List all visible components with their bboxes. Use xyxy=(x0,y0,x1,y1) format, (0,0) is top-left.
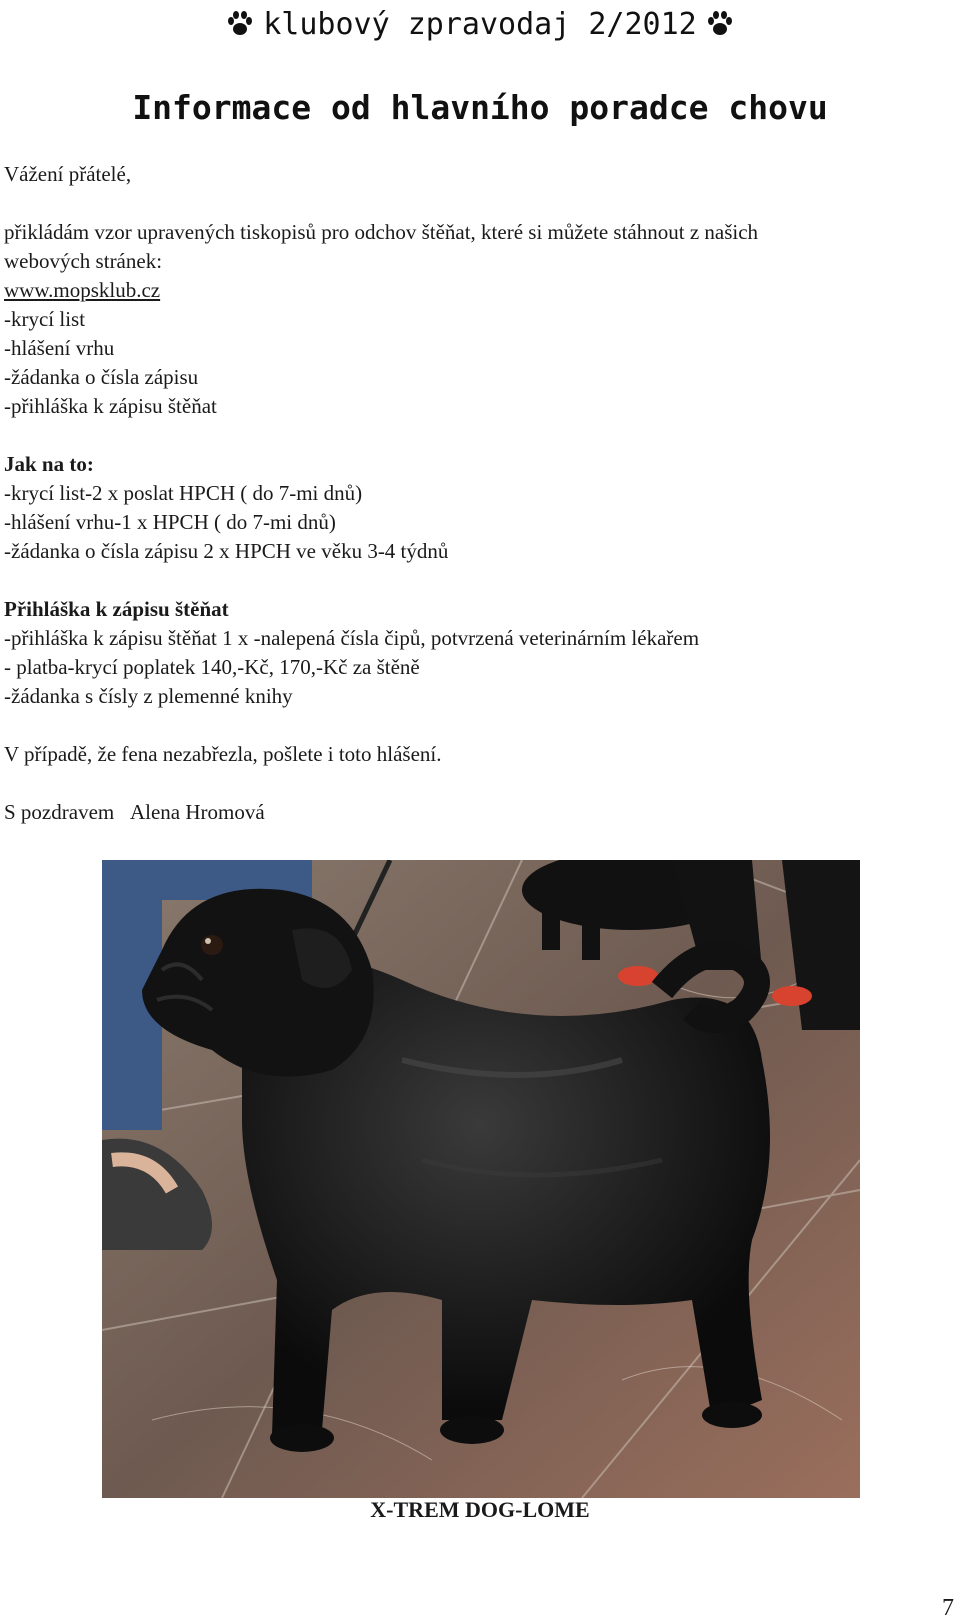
intro-line: přikládám vzor upravených tiskopisů pro odchov štěňat, které si můžete stáhnout z našich xyxy=(4,220,759,244)
paw-icon xyxy=(225,9,255,39)
list-item: -žádanka s čísly z plemenné knihy xyxy=(4,684,293,708)
registration-heading: Přihláška k zápisu štěňat xyxy=(4,597,229,621)
website-link[interactable]: www.mopsklub.cz xyxy=(4,278,161,302)
list-item: - platba-krycí poplatek 140,-Kč, 170,-Kč za štěně xyxy=(4,655,420,679)
page-number: 7 xyxy=(942,1595,954,1621)
intro-line: webových stránek: xyxy=(4,249,163,273)
newsletter-header xyxy=(0,2,960,46)
list-item: -hlášení vrhu xyxy=(4,336,115,360)
list-item: -krycí list xyxy=(4,307,86,331)
note: V případě, že fena nezabřezla, pošlete i toto hlášení. xyxy=(4,742,442,766)
newsletter-title: klubový zpravodaj 2/2012 xyxy=(263,6,697,42)
pug-photo xyxy=(102,860,860,1498)
list-item: -přihláška k zápisu štěňat 1 x -nalepená čísla čipů, potvrzená veterinárním lékařem xyxy=(4,626,700,650)
pug-photo-illustration xyxy=(102,860,860,1498)
paw-icon xyxy=(705,9,735,39)
signoff: S pozdravem xyxy=(4,800,115,824)
list-item: -přihláška k zápisu štěňat xyxy=(4,394,217,418)
signature-line xyxy=(4,798,944,827)
article-body xyxy=(4,160,944,827)
article-title: Informace od hlavního poradce chovu xyxy=(132,88,828,127)
signature: Alena Hromová xyxy=(129,800,265,824)
photo-caption: X-TREM DOG-LOME xyxy=(370,1497,590,1522)
list-item: -krycí list-2 x poslat HPCH ( do 7-mi dnů) xyxy=(4,481,363,505)
greeting: Vážení přátelé, xyxy=(4,162,132,186)
list-item: -hlášení vrhu-1 x HPCH ( do 7-mi dnů) xyxy=(4,510,336,534)
list-item: -žádanka o čísla zápisu 2 x HPCH ve věku 3-4 týdnů xyxy=(4,539,449,563)
howto-heading: Jak na to: xyxy=(4,452,94,476)
list-item: -žádanka o čísla zápisu xyxy=(4,365,199,389)
